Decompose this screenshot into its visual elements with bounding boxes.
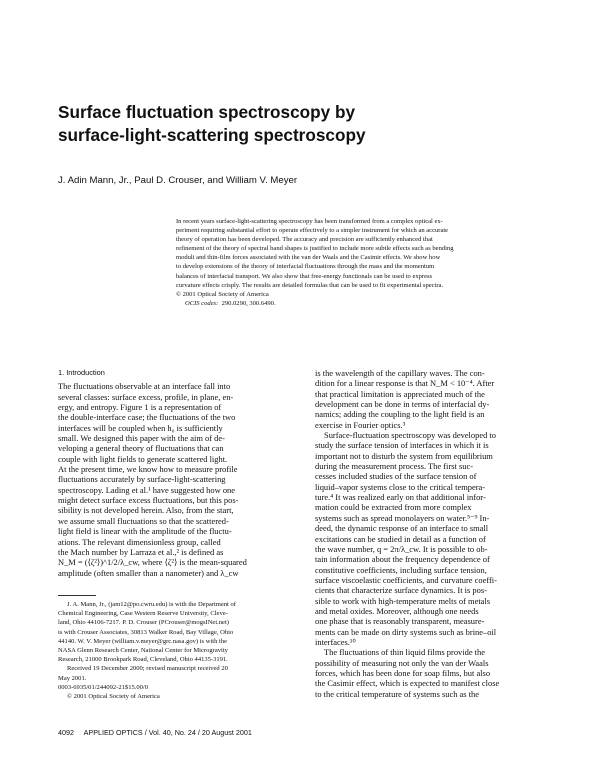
body-text-line: Surface-fluctuation spectroscopy was developed to (324, 430, 496, 441)
body-text-line: sible to work with high-temperature melts of metals (315, 595, 491, 606)
ocis-values: 290.0290, 300.6490. (221, 299, 276, 307)
body-text-line: liquid–vapor systems close to the critical tempera- (315, 481, 486, 492)
body-text-line: couple with light fields to generate scattered light. (58, 453, 228, 464)
abstract-line: curvature effects crisply. The results are detailed formulas that can be used to fit experimental spectra. (176, 281, 444, 289)
body-text-line: might detect surface excess fluctuations, but this pos- (58, 495, 239, 506)
footnote-line: Received 19 December 2000; revised manuscript received 20 (67, 665, 228, 673)
ocis-codes (176, 299, 546, 308)
title-line: Surface fluctuation spectroscopy by (58, 102, 356, 122)
page-number: 4092 (58, 728, 74, 737)
body-text-line: interfaces will be coupled when h₀ is sufficiently (58, 422, 223, 433)
abstract-line: balances of interfacial transport. We also show that free-energy functionals can be used to express (176, 272, 433, 280)
section-heading: 1. Introduction (58, 368, 105, 377)
body-text-line: the wave number, q = 2π/λ_cw. It is possible to ob- (315, 543, 488, 554)
footnote-line: May 2001. (58, 674, 87, 682)
body-text-line: cesses included studies of the surface tension of (315, 471, 477, 482)
paper-title (58, 101, 538, 147)
body-text-line: development can be done in terms of interfacial dy- (315, 399, 490, 410)
footnote-line: 44140. W. V. Meyer (william.v.meyer@grc.nasa.gov) is with the (58, 637, 228, 645)
footnote-line: Research, 21000 Brookpark Road, Cleveland, Ohio 44135-3191. (58, 656, 228, 664)
author-list: J. Adin Mann, Jr., Paul D. Crouser, and William V. Meyer (58, 175, 298, 186)
abstract (176, 217, 546, 308)
footnote-line: NASA Glenn Research Center, National Center for Microgravity (58, 647, 228, 655)
body-text-line: constitutive coefficients, including surface tension, (315, 564, 487, 575)
body-text-line: excitations can be studied in detail as a function of (315, 533, 486, 544)
body-text-line: ergy, and entropy. Figure 1 is a representation of (58, 402, 222, 413)
body-text-line: study the surface tension of interfaces in which it is (315, 440, 489, 451)
abstract-line: refinement of the theory of spectral band shapes is justified to include more subtle effects such as bending (176, 245, 454, 253)
body-text-line: interfaces.¹⁰ (315, 636, 356, 647)
body-text-line: small. We designed this paper with the aim of de- (58, 433, 225, 444)
body-text-line: that practical limitation is appreciated much of the (315, 388, 485, 399)
body-text-line: forces, which has been done for soap films, but also (315, 667, 491, 678)
body-text-line: ture.⁴ It was realized early on that additional infor- (315, 492, 486, 503)
body-text-line: systems such as spread monolayers on water.⁵⁻⁹ In- (315, 512, 490, 523)
body-text-line: we assume small fluctuations so that the scattered- (58, 515, 229, 526)
body-text-line: during the measurement process. The first suc- (315, 461, 474, 472)
body-text-line: amplitude (often smaller than a nanometer) and λ_cw (58, 567, 239, 578)
ocis-label: OCIS codes: (185, 299, 219, 307)
body-text-line: and metal oxides. Moreover, although one needs (315, 605, 479, 616)
body-text-line: is the wavelength of the capillary waves. The con- (315, 368, 485, 378)
journal-citation: APPLIED OPTICS / Vol. 40, No. 24 / 20 August 2001 (83, 728, 252, 737)
body-text-line: fluctuations accurately by surface-light-scattering (58, 474, 226, 485)
footnote-line: is with Crouser Associates, 30813 Walker Road, Bay Village, Ohio (58, 628, 234, 636)
body-text-line: namics; adding the coupling to the light field is an (315, 409, 485, 420)
footnotes (58, 600, 298, 701)
body-text-line: The fluctuations observable at an interface fall into (58, 381, 231, 392)
body-text-line: ations. The relevant dimensionless group, called (58, 536, 221, 547)
body-text-line: one phase that is reasonably transparent, measure- (315, 616, 485, 627)
right-column (315, 368, 551, 699)
footnote-line: Chemical Engineering, Case Western Reserve University, Cleve- (58, 610, 228, 618)
body-text-line: the Casimir effect, which is expected to manifest close (315, 678, 500, 689)
body-text-line: ments can be made on dirty systems such as brine–oil (315, 626, 497, 637)
body-text-line: possibility of measuring not only the van der Waals (315, 657, 489, 668)
footnote-line: land, Ohio 44106-7217. P. D. Crouser (PCrouser@mogsINet.net) (58, 619, 229, 627)
body-text-line: the double-interface case; the fluctuations of the two (58, 412, 236, 423)
body-text-line: light field is linear with the amplitude of the fluctu- (58, 526, 232, 537)
body-text-line: At the present time, we know how to measure profile (58, 464, 238, 475)
title-line: surface-light-scattering spectroscopy (58, 125, 366, 145)
left-column (58, 368, 298, 578)
page-footer (58, 728, 260, 737)
body-text-line: sibility is not developed herein. Also, from the start, (58, 505, 234, 516)
body-text-line: tain information about the frequency dependence of (315, 554, 490, 565)
body-text-line: surface viscoelastic coefficients, and curvature coeffi- (315, 574, 497, 585)
abstract-line: periment requiring substantial effort to operate effectively to a simpler instrument for which an accurate (176, 227, 449, 235)
body-text-line: The fluctuations of thin liquid films provide the (324, 647, 485, 658)
footnote-line: © 2001 Optical Society of America (67, 693, 160, 701)
abstract-line: theory of operation has been developed. The accuracy and precision are sufficiently enhanced that (176, 236, 433, 244)
abstract-line: In recent years surface-light-scattering spectroscopy has been transformed from a complex optical ex- (176, 218, 443, 225)
body-text-line: important not to disturb the system from equilibrium (315, 450, 493, 461)
body-text-line: dition for a linear response is that N_M < 10⁻⁴. After (315, 378, 495, 389)
body-text-line: to the critical temperature of systems such as the (315, 688, 480, 699)
body-text-line: cients that characterize surface dynamics. It is pos- (315, 585, 487, 596)
abstract-line: to develop extensions of the theory of interfacial fluctuations through the mass and the momentum (176, 263, 435, 271)
footnote-line: J. A. Mann, Jr., (jam12@po.cwru.edu) is with the Department of (67, 601, 236, 608)
body-text-line: N_M = (⟨ζ²⟩)^1/2/λ_cw, where ⟨ζ²⟩ is the mean-squared (58, 557, 247, 568)
body-text-line: exercise in Fourier optics.³ (315, 419, 406, 430)
abstract-line: moduli and thin-film forces associated with the van der Waals and the Casimir effects. We show how (176, 254, 441, 262)
footnote-line: 0003-6935/01/244092-21$15.00/0 (58, 683, 149, 691)
body-text-line: the Mach number by Larraza et al.,² is defined as (58, 546, 224, 557)
body-text-line: veloping a general theory of fluctuations that can (58, 443, 224, 454)
body-text-line: mation could be extracted from more complex (315, 502, 472, 513)
copyright-line: © 2001 Optical Society of America (176, 290, 269, 298)
body-text-line: several classes: surface excess, profile, in plane, en- (58, 391, 234, 402)
footnote-divider (58, 595, 96, 596)
body-text-line: deed, the dynamic response of an interface to small (315, 523, 489, 534)
left-column-body (58, 381, 298, 578)
right-column-body (315, 368, 551, 699)
body-text-line: spectroscopy. Lading et al.¹ have suggested how one (58, 484, 236, 495)
